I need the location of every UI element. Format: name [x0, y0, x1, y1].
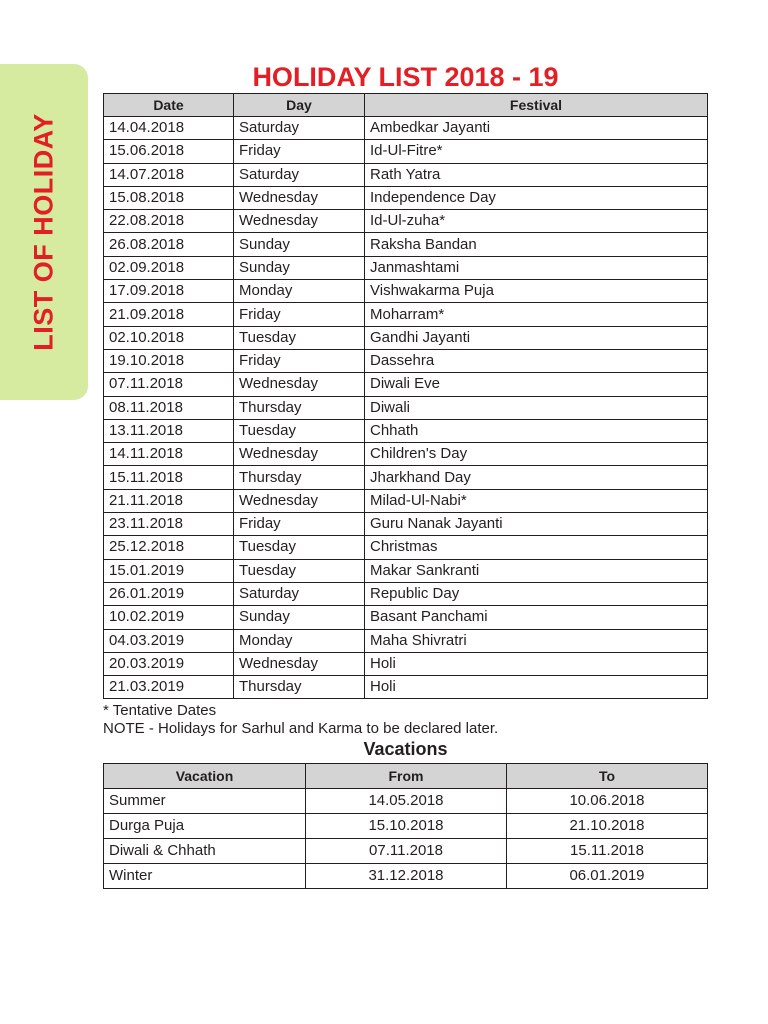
festival-cell: Rath Yatra — [365, 163, 708, 186]
header-day: Day — [234, 94, 365, 117]
date-cell: 15.11.2018 — [104, 466, 234, 489]
festival-cell: Holi — [365, 676, 708, 699]
date-cell: 07.11.2018 — [104, 373, 234, 396]
festival-cell: Chhath — [365, 419, 708, 442]
vacation-table-header-row — [104, 764, 708, 789]
holiday-row — [104, 140, 708, 163]
holiday-row — [104, 256, 708, 279]
date-cell: 04.03.2019 — [104, 629, 234, 652]
header-date: Date — [104, 94, 234, 117]
festival-cell: Maha Shivratri — [365, 629, 708, 652]
date-cell: 19.10.2018 — [104, 349, 234, 372]
holiday-row — [104, 419, 708, 442]
festival-cell: Makar Sankranti — [365, 559, 708, 582]
day-cell: Wednesday — [234, 443, 365, 466]
festival-cell: Milad-Ul-Nabi* — [365, 489, 708, 512]
header-to: To — [507, 764, 708, 789]
day-cell: Wednesday — [234, 373, 365, 396]
tentative-note: * Tentative Dates — [103, 702, 217, 719]
day-cell: Thursday — [234, 676, 365, 699]
vacation-row — [104, 814, 708, 839]
holiday-row — [104, 559, 708, 582]
festival-cell: Vishwakarma Puja — [365, 280, 708, 303]
holiday-table-header-row — [104, 94, 708, 117]
date-cell: 26.08.2018 — [104, 233, 234, 256]
day-cell: Thursday — [234, 466, 365, 489]
day-cell: Saturday — [234, 582, 365, 605]
day-cell: Friday — [234, 140, 365, 163]
day-cell: Wednesday — [234, 652, 365, 675]
day-cell: Friday — [234, 513, 365, 536]
holiday-row — [104, 396, 708, 419]
holiday-row — [104, 629, 708, 652]
date-cell: 21.09.2018 — [104, 303, 234, 326]
date-cell: 17.09.2018 — [104, 280, 234, 303]
festival-cell: Holi — [365, 652, 708, 675]
holiday-row — [104, 652, 708, 675]
vacation-from-cell: 14.05.2018 — [306, 789, 507, 814]
festival-cell: Christmas — [365, 536, 708, 559]
date-cell: 15.06.2018 — [104, 140, 234, 163]
day-cell: Sunday — [234, 256, 365, 279]
festival-cell: Ambedkar Jayanti — [365, 117, 708, 140]
vacation-name-cell: Diwali & Chhath — [104, 839, 306, 864]
header-from: From — [306, 764, 507, 789]
vacation-to-cell: 21.10.2018 — [507, 814, 708, 839]
vacation-from-cell: 15.10.2018 — [306, 814, 507, 839]
day-cell: Wednesday — [234, 210, 365, 233]
holiday-row — [104, 210, 708, 233]
vacation-table — [103, 763, 708, 889]
day-cell: Monday — [234, 629, 365, 652]
date-cell: 26.01.2019 — [104, 582, 234, 605]
header-vacation: Vacation — [104, 764, 306, 789]
day-cell: Friday — [234, 303, 365, 326]
holiday-row — [104, 606, 708, 629]
vacation-name-cell: Summer — [104, 789, 306, 814]
holiday-row — [104, 117, 708, 140]
holiday-row — [104, 326, 708, 349]
vacations-title: Vacations — [363, 739, 448, 759]
festival-cell: Moharram* — [365, 303, 708, 326]
date-cell: 15.01.2019 — [104, 559, 234, 582]
festival-cell: Basant Panchami — [365, 606, 708, 629]
holiday-row — [104, 489, 708, 512]
holiday-row — [104, 466, 708, 489]
day-cell: Sunday — [234, 606, 365, 629]
date-cell: 14.11.2018 — [104, 443, 234, 466]
day-cell: Saturday — [234, 117, 365, 140]
holiday-row — [104, 536, 708, 559]
date-cell: 21.11.2018 — [104, 489, 234, 512]
vacation-from-cell: 31.12.2018 — [306, 864, 507, 889]
date-cell: 23.11.2018 — [104, 513, 234, 536]
date-cell: 02.09.2018 — [104, 256, 234, 279]
day-cell: Friday — [234, 349, 365, 372]
date-cell: 20.03.2019 — [104, 652, 234, 675]
date-cell: 10.02.2019 — [104, 606, 234, 629]
date-cell: 25.12.2018 — [104, 536, 234, 559]
holiday-row — [104, 373, 708, 396]
vacation-table-body — [104, 789, 708, 889]
festival-cell: Janmashtami — [365, 256, 708, 279]
holiday-table — [103, 93, 708, 699]
festival-cell: Id-Ul-zuha* — [365, 210, 708, 233]
holiday-row — [104, 676, 708, 699]
holiday-row — [104, 233, 708, 256]
day-cell: Wednesday — [234, 489, 365, 512]
festival-cell: Diwali — [365, 396, 708, 419]
date-cell: 22.08.2018 — [104, 210, 234, 233]
festival-cell: Children's Day — [365, 443, 708, 466]
day-cell: Saturday — [234, 163, 365, 186]
vacation-to-cell: 06.01.2019 — [507, 864, 708, 889]
vacation-name-cell: Winter — [104, 864, 306, 889]
day-cell: Sunday — [234, 233, 365, 256]
festival-cell: Dassehra — [365, 349, 708, 372]
declaration-note: NOTE - Holidays for Sarhul and Karma to be declared later. — [103, 720, 499, 737]
side-tab-label: LIST OF HOLIDAY — [28, 113, 59, 351]
day-cell: Monday — [234, 280, 365, 303]
festival-cell: Gandhi Jayanti — [365, 326, 708, 349]
festival-cell: Republic Day — [365, 582, 708, 605]
page-title: HOLIDAY LIST 2018 - 19 — [252, 62, 559, 92]
day-cell: Tuesday — [234, 326, 365, 349]
vacation-name-cell: Durga Puja — [104, 814, 306, 839]
day-cell: Tuesday — [234, 419, 365, 442]
vacation-to-cell: 10.06.2018 — [507, 789, 708, 814]
vacation-from-cell: 07.11.2018 — [306, 839, 507, 864]
festival-cell: Id-Ul-Fitre* — [365, 140, 708, 163]
festival-cell: Raksha Bandan — [365, 233, 708, 256]
holiday-row — [104, 280, 708, 303]
date-cell: 08.11.2018 — [104, 396, 234, 419]
holiday-row — [104, 582, 708, 605]
day-cell: Wednesday — [234, 186, 365, 209]
day-cell: Tuesday — [234, 559, 365, 582]
header-festival: Festival — [365, 94, 708, 117]
holiday-row — [104, 163, 708, 186]
date-cell: 14.04.2018 — [104, 117, 234, 140]
day-cell: Thursday — [234, 396, 365, 419]
vacation-row — [104, 839, 708, 864]
festival-cell: Diwali Eve — [365, 373, 708, 396]
side-tab — [0, 64, 88, 400]
date-cell: 14.07.2018 — [104, 163, 234, 186]
vacation-row — [104, 864, 708, 889]
date-cell: 15.08.2018 — [104, 186, 234, 209]
festival-cell: Jharkhand Day — [365, 466, 708, 489]
day-cell: Tuesday — [234, 536, 365, 559]
festival-cell: Independence Day — [365, 186, 708, 209]
date-cell: 02.10.2018 — [104, 326, 234, 349]
holiday-row — [104, 303, 708, 326]
festival-cell: Guru Nanak Jayanti — [365, 513, 708, 536]
vacation-to-cell: 15.11.2018 — [507, 839, 708, 864]
holiday-table-body — [104, 117, 708, 699]
date-cell: 21.03.2019 — [104, 676, 234, 699]
holiday-row — [104, 513, 708, 536]
holiday-row — [104, 443, 708, 466]
date-cell: 13.11.2018 — [104, 419, 234, 442]
holiday-row — [104, 186, 708, 209]
holiday-row — [104, 349, 708, 372]
vacation-row — [104, 789, 708, 814]
